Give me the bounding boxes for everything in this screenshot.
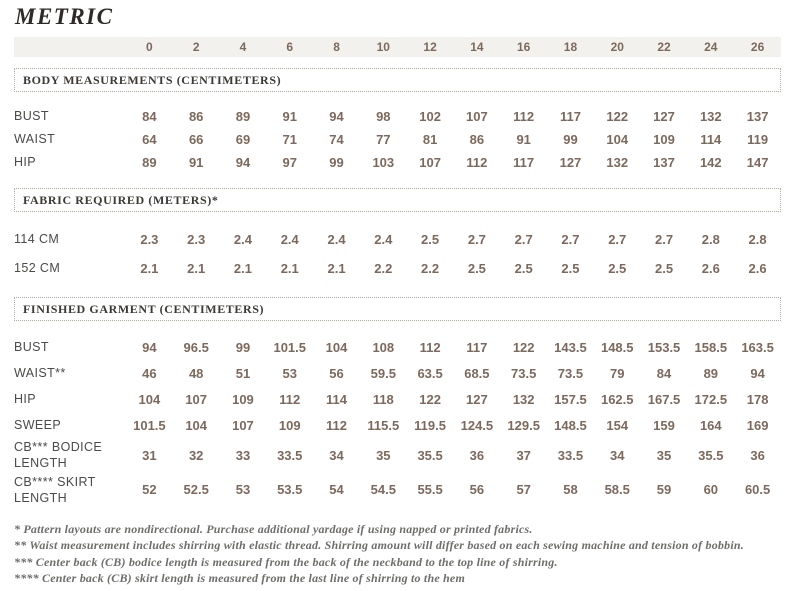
value-cell: 109 bbox=[232, 391, 254, 407]
value-cell: 98 bbox=[376, 109, 391, 124]
value-cell: 2.7 bbox=[514, 232, 533, 247]
value-cell: 107 bbox=[419, 155, 441, 170]
value-cell: 112 bbox=[513, 109, 535, 124]
value-cell: 89 bbox=[703, 365, 719, 381]
value-cell: 2.1 bbox=[280, 261, 299, 276]
footnote-line: *** Center back (CB) bodice length is measured from the back of the neckband to the top line of shirring. bbox=[14, 554, 558, 569]
section-fabric-required bbox=[14, 188, 781, 283]
footnote-line: **** Center back (CB) skirt length is measured from the last line of shirring to the hem bbox=[14, 570, 465, 585]
row-label: BUST bbox=[14, 109, 49, 124]
value-cell: 2.5 bbox=[467, 261, 486, 276]
size-header-row bbox=[14, 37, 781, 57]
value-cell: 34 bbox=[329, 447, 344, 463]
size-header-cell: 18 bbox=[563, 40, 578, 54]
value-cell: 71 bbox=[282, 132, 297, 147]
value-cell: 77 bbox=[376, 132, 391, 147]
value-cell: 86 bbox=[469, 132, 485, 147]
size-header-cell: 10 bbox=[376, 40, 390, 54]
value-cell: 52 bbox=[142, 482, 157, 498]
table-row bbox=[14, 225, 781, 254]
value-cell: 127 bbox=[559, 155, 582, 170]
value-cell: 137 bbox=[653, 155, 675, 170]
value-cell: 97 bbox=[282, 155, 297, 170]
table-row bbox=[14, 128, 781, 151]
value-cell: 167.5 bbox=[647, 391, 681, 407]
table-row bbox=[14, 334, 781, 360]
value-cell: 2.2 bbox=[421, 261, 440, 276]
value-cell: 74 bbox=[329, 132, 344, 147]
value-cell: 81 bbox=[422, 132, 438, 147]
value-cell: 164 bbox=[699, 417, 722, 433]
value-cell: 169 bbox=[746, 417, 769, 433]
value-cell: 132 bbox=[606, 155, 629, 170]
value-cell: 137 bbox=[746, 109, 769, 124]
value-cell: 115.5 bbox=[367, 417, 400, 433]
value-cell: 127 bbox=[466, 391, 488, 407]
value-cell: 89 bbox=[142, 155, 157, 170]
size-header-cell: 0 bbox=[146, 40, 153, 54]
value-cell: 101.5 bbox=[133, 417, 166, 433]
value-cell: 2.5 bbox=[561, 261, 580, 276]
value-cell: 142 bbox=[699, 155, 722, 170]
value-cell: 69 bbox=[235, 132, 251, 147]
value-cell: 2.5 bbox=[608, 261, 627, 276]
value-cell: 2.7 bbox=[467, 232, 486, 247]
value-cell: 53.5 bbox=[277, 482, 303, 498]
table-sections bbox=[14, 68, 781, 507]
table-row bbox=[14, 105, 781, 128]
section-finished-garment bbox=[14, 297, 781, 507]
size-header-cell: 24 bbox=[704, 40, 718, 54]
value-cell: 117 bbox=[513, 155, 535, 170]
value-cell: 112 bbox=[466, 155, 488, 170]
value-cell: 99 bbox=[235, 339, 251, 355]
value-cell: 117 bbox=[559, 109, 581, 124]
value-cell: 172.5 bbox=[694, 391, 728, 407]
section-heading: BODY MEASUREMENTS (CENTIMETERS) bbox=[14, 68, 781, 92]
size-header-cell: 22 bbox=[657, 40, 671, 54]
value-cell: 107 bbox=[466, 109, 488, 124]
value-cell: 109 bbox=[653, 132, 675, 147]
value-cell: 60 bbox=[703, 482, 719, 498]
value-cell: 73.5 bbox=[511, 365, 537, 381]
value-cell: 2.6 bbox=[748, 261, 767, 276]
value-cell: 147 bbox=[746, 155, 769, 170]
value-cell: 122 bbox=[606, 109, 629, 124]
value-cell: 159 bbox=[653, 417, 675, 433]
value-cell: 2.3 bbox=[140, 232, 159, 247]
value-cell: 148.5 bbox=[600, 339, 634, 355]
value-cell: 46 bbox=[142, 365, 157, 381]
value-cell: 103 bbox=[372, 155, 395, 170]
row-label: HIP bbox=[14, 391, 37, 406]
value-cell: 58 bbox=[563, 482, 578, 498]
value-cell: 54 bbox=[329, 482, 344, 498]
table-row bbox=[14, 438, 781, 473]
section-heading: FINISHED GARMENT (CENTIMETERS) bbox=[14, 297, 781, 321]
value-cell: 54.5 bbox=[370, 482, 396, 498]
value-cell: 119.5 bbox=[414, 417, 446, 433]
value-cell: 2.5 bbox=[514, 261, 533, 276]
size-header-cell: 2 bbox=[192, 40, 200, 54]
value-cell: 109 bbox=[278, 417, 301, 433]
value-cell: 163.5 bbox=[741, 339, 774, 355]
value-cell: 101.5 bbox=[273, 339, 307, 355]
value-cell: 2.3 bbox=[187, 232, 206, 247]
row-label: 114 CM bbox=[14, 232, 60, 247]
value-cell: 2.4 bbox=[327, 232, 346, 247]
value-cell: 35.5 bbox=[417, 447, 443, 463]
value-cell: 104 bbox=[325, 339, 348, 355]
value-cell: 112 bbox=[279, 391, 301, 407]
value-cell: 91 bbox=[516, 132, 531, 147]
value-cell: 112 bbox=[419, 339, 441, 355]
value-cell: 68.5 bbox=[464, 365, 490, 381]
value-cell: 33 bbox=[235, 447, 251, 463]
value-cell: 55.5 bbox=[417, 482, 443, 498]
value-cell: 36 bbox=[469, 447, 485, 463]
value-cell: 63.5 bbox=[417, 365, 443, 381]
value-cell: 132 bbox=[699, 109, 722, 124]
value-cell: 2.7 bbox=[561, 232, 580, 247]
value-cell: 36 bbox=[750, 447, 765, 463]
value-cell: 114 bbox=[700, 132, 722, 147]
value-cell: 2.4 bbox=[233, 232, 252, 247]
value-cell: 60.5 bbox=[744, 482, 771, 498]
row-label: SWEEP bbox=[14, 417, 62, 432]
value-cell: 102 bbox=[419, 109, 441, 124]
table-row bbox=[14, 151, 781, 174]
value-cell: 86 bbox=[188, 109, 204, 124]
value-cell: 118 bbox=[372, 391, 394, 407]
value-cell: 119 bbox=[747, 132, 769, 147]
value-cell: 157.5 bbox=[554, 391, 587, 407]
value-cell: 104 bbox=[138, 391, 161, 407]
value-cell: 2.4 bbox=[374, 232, 393, 247]
value-cell: 73.5 bbox=[557, 365, 584, 381]
value-cell: 2.7 bbox=[654, 232, 674, 247]
footnote-line: ** Waist measurement includes shirring with elastic thread. Shirring amount will differ based on each sewing machine and tension of bobbin. bbox=[14, 538, 744, 553]
value-cell: 99 bbox=[563, 132, 578, 147]
value-cell: 2.1 bbox=[187, 261, 206, 276]
table-row bbox=[14, 360, 781, 386]
value-cell: 94 bbox=[235, 155, 251, 170]
value-cell: 154 bbox=[606, 417, 629, 433]
value-cell: 32 bbox=[188, 447, 204, 463]
size-header-cell: 16 bbox=[516, 40, 531, 54]
value-cell: 114 bbox=[326, 391, 348, 407]
value-cell: 79 bbox=[610, 365, 625, 381]
value-cell: 31 bbox=[142, 447, 157, 463]
row-label: 152 CM bbox=[14, 261, 61, 276]
value-cell: 52.5 bbox=[183, 482, 209, 498]
row-label: WAIST** bbox=[14, 365, 66, 380]
value-cell: 91 bbox=[188, 155, 204, 170]
value-cell: 2.7 bbox=[608, 232, 627, 247]
table-row bbox=[14, 412, 781, 438]
size-header-cell: 4 bbox=[239, 40, 247, 54]
value-cell: 2.2 bbox=[374, 261, 393, 276]
table-row bbox=[14, 386, 781, 412]
value-cell: 59.5 bbox=[370, 365, 396, 381]
value-cell: 148.5 bbox=[554, 417, 587, 433]
value-cell: 57 bbox=[516, 482, 531, 498]
value-cell: 117 bbox=[466, 339, 488, 355]
row-label: HIP bbox=[14, 155, 37, 170]
value-cell: 162.5 bbox=[600, 391, 634, 407]
row-label: BUST bbox=[14, 339, 49, 354]
page-title: METRIC bbox=[15, 4, 114, 29]
value-cell: 104 bbox=[606, 132, 629, 147]
table-row bbox=[14, 473, 781, 508]
value-cell: 124.5 bbox=[460, 417, 494, 433]
value-cell: 2.8 bbox=[748, 232, 767, 247]
value-cell: 56 bbox=[469, 482, 485, 498]
row-label: CB**** SKIRT LENGTH bbox=[14, 474, 96, 505]
value-cell: 158.5 bbox=[694, 339, 728, 355]
value-cell: 122 bbox=[419, 391, 441, 407]
value-cell: 66 bbox=[188, 132, 204, 147]
value-cell: 91 bbox=[282, 109, 297, 124]
size-header-cell: 8 bbox=[333, 40, 340, 54]
value-cell: 53 bbox=[235, 482, 251, 498]
value-cell: 2.6 bbox=[701, 261, 720, 276]
value-cell: 104 bbox=[185, 417, 208, 433]
section-body-measurements bbox=[14, 68, 781, 174]
value-cell: 2.1 bbox=[327, 261, 346, 276]
value-cell: 107 bbox=[185, 391, 208, 407]
value-cell: 56 bbox=[329, 365, 344, 381]
row-label: CB*** BODICE LENGTH bbox=[14, 440, 103, 471]
value-cell: 2.1 bbox=[140, 261, 159, 276]
value-cell: 96.5 bbox=[183, 339, 209, 355]
value-cell: 33.5 bbox=[277, 447, 303, 463]
value-cell: 94 bbox=[142, 339, 157, 355]
value-cell: 94 bbox=[750, 365, 765, 381]
footnotes bbox=[14, 521, 781, 586]
value-cell: 153.5 bbox=[647, 339, 681, 355]
value-cell: 59 bbox=[656, 482, 672, 498]
size-header-cell: 26 bbox=[750, 40, 765, 54]
size-header-cell: 12 bbox=[423, 40, 437, 54]
value-cell: 2.4 bbox=[280, 232, 299, 247]
table-row bbox=[14, 254, 781, 283]
value-cell: 64 bbox=[142, 132, 157, 147]
size-header-cell: 20 bbox=[610, 40, 624, 54]
value-cell: 48 bbox=[188, 365, 204, 381]
value-cell: 132 bbox=[512, 391, 535, 407]
value-cell: 127 bbox=[653, 109, 675, 124]
value-cell: 99 bbox=[329, 155, 344, 170]
value-cell: 178 bbox=[746, 391, 769, 407]
row-label: WAIST bbox=[14, 132, 56, 147]
value-cell: 37 bbox=[516, 447, 531, 463]
value-cell: 34 bbox=[610, 447, 625, 463]
value-cell: 129.5 bbox=[507, 417, 540, 433]
value-cell: 84 bbox=[142, 109, 157, 124]
value-cell: 107 bbox=[232, 417, 254, 433]
value-cell: 35.5 bbox=[698, 447, 724, 463]
size-header-cell: 6 bbox=[286, 40, 294, 54]
footnote-line: * Pattern layouts are nondirectional. Purchase additional yardage if using napped or printed fabrics. bbox=[14, 522, 533, 536]
value-cell: 94 bbox=[329, 109, 344, 124]
value-cell: 2.5 bbox=[421, 232, 440, 247]
value-cell: 112 bbox=[326, 417, 348, 433]
value-cell: 51 bbox=[235, 365, 251, 381]
value-cell: 2.5 bbox=[654, 261, 674, 276]
value-cell: 33.5 bbox=[557, 447, 584, 463]
value-cell: 108 bbox=[372, 339, 395, 355]
value-cell: 122 bbox=[512, 339, 535, 355]
value-cell: 35 bbox=[376, 447, 391, 463]
value-cell: 84 bbox=[656, 365, 672, 381]
size-header-cell: 14 bbox=[470, 40, 484, 54]
value-cell: 2.1 bbox=[233, 261, 252, 276]
value-cell: 35 bbox=[656, 447, 672, 463]
section-heading: FABRIC REQUIRED (METERS)* bbox=[14, 188, 781, 212]
value-cell: 58.5 bbox=[604, 482, 630, 498]
value-cell: 143.5 bbox=[554, 339, 587, 355]
value-cell: 53 bbox=[282, 365, 297, 381]
value-cell: 2.8 bbox=[701, 232, 720, 247]
value-cell: 89 bbox=[235, 109, 251, 124]
